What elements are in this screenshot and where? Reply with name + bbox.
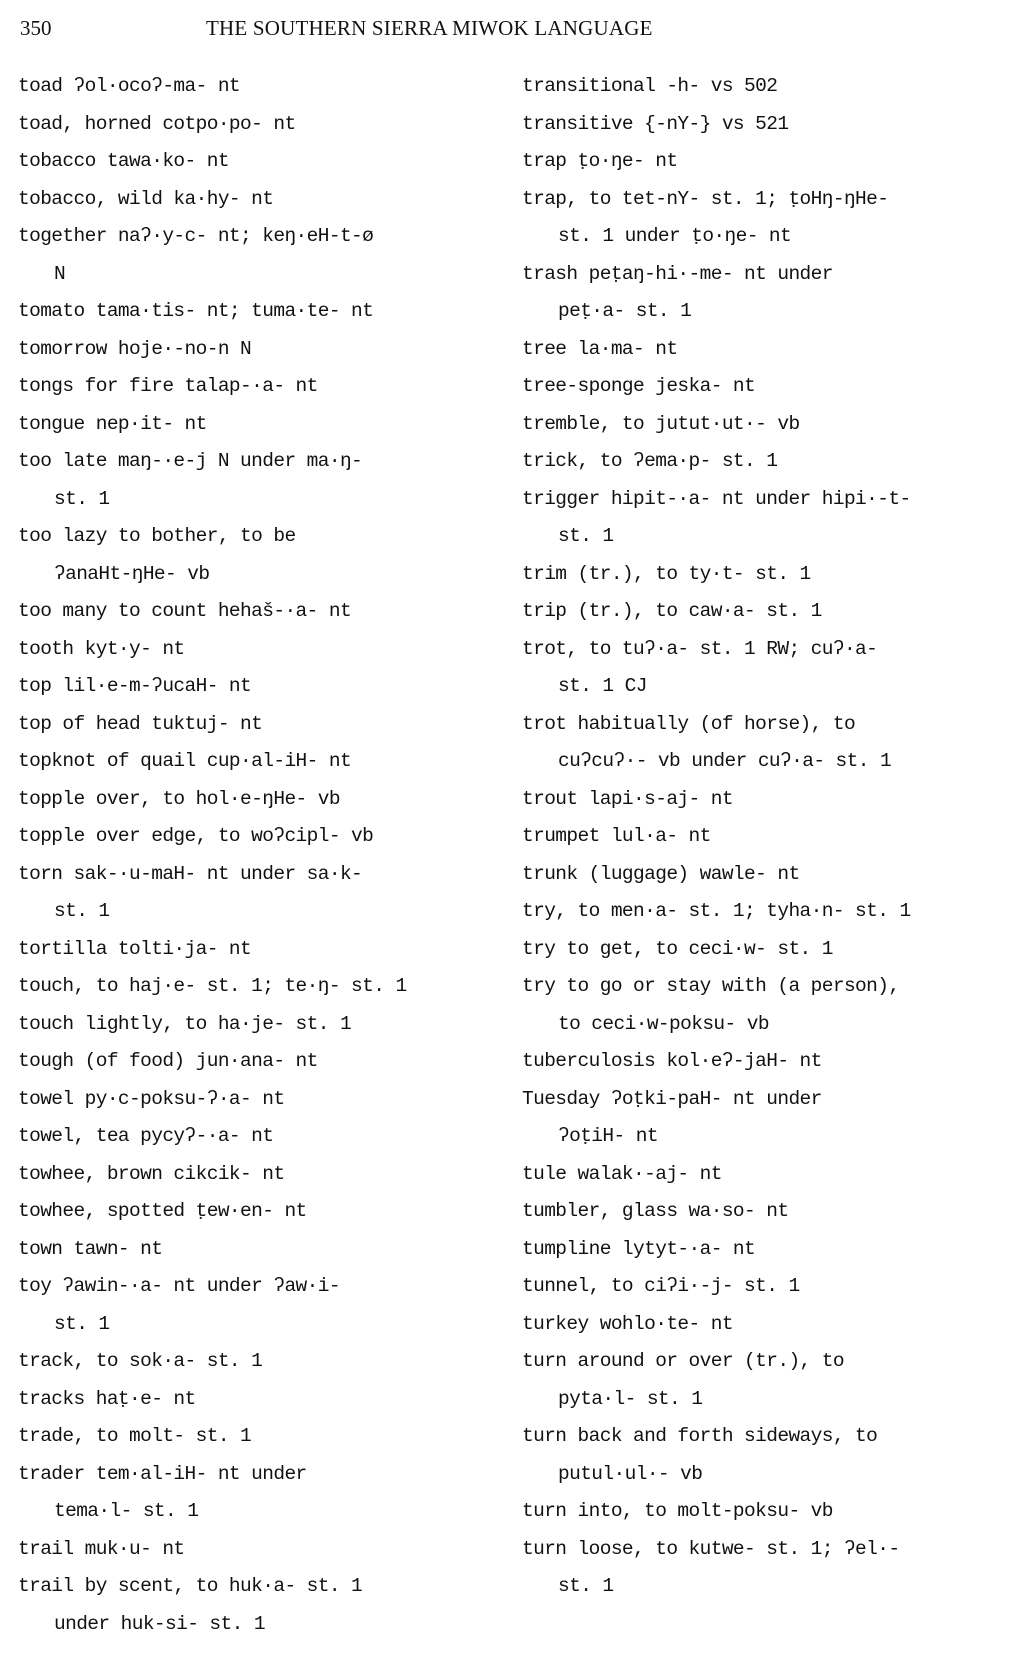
entry-line: top lil·e-m-ʔucaH- nt [18,675,252,697]
entry-continuation-line: tema·l- st. 1 [54,1500,199,1522]
entry-line: tremble, to jutut·ut·- vb [522,412,800,435]
entry-line: turn into, to molt-poksu- vb [522,1500,833,1522]
entry-line: track, to sok·a- st. 1 [18,1350,263,1372]
entry-line: towhee, brown cikcik- nt [18,1162,285,1185]
entry-line: trigger hipit-·a- nt under hipi·-t- [522,487,911,510]
entry-line: tomato tama·tis- nt; tuma·te- nt [18,300,374,322]
right-column [522,68,997,1606]
page-title: THE SOUTHERN SIERRA MIWOK LANGUAGE [206,16,653,40]
entry-line: together naʔ·y-c- nt; keŋ·eH-t-ø [18,225,374,247]
entry-line: topple over edge, to woʔcipl- vb [18,825,374,847]
entry-line: torn sak-·u-maH- nt under sa·k- [18,862,363,885]
entry-line: trot habitually (of horse), to [522,712,856,735]
entry-line: try to go or stay with (a person), [522,975,900,997]
entry-line: topknot of quail cup·al-iH- nt [18,750,352,772]
entry-line: trumpet lul·a- nt [522,825,711,847]
entry-line: tracks haṭ·e- nt [18,1387,196,1410]
entry-line: trick, to ʔema·p- st. 1 [522,450,778,472]
entry-line: too late maŋ-·e-j N under ma·ŋ- [18,450,363,472]
entry-line: too many to count hehaš-·a- nt [18,600,352,622]
entry-line: trash peṭaŋ-hi·-me- nt under [522,262,833,285]
entry-continuation-line: cuʔcuʔ·- vb under cuʔ·a- st. 1 [558,750,892,772]
entry-continuation-line: st. 1 [54,487,110,510]
entry-line: turkey wohlo·te- nt [522,1312,733,1335]
entry-line: town tawn- nt [18,1237,163,1260]
entry-line: trim (tr.), to ty·t- st. 1 [522,562,811,585]
entry-line: tongs for fire talap-·a- nt [18,375,318,397]
entry-line: touch lightly, to ha·je- st. 1 [18,1012,352,1035]
entry-line: trail muk·u- nt [18,1537,185,1560]
entry-line: tuberculosis kol·eʔ-jaH- nt [522,1050,822,1072]
entry-line: trade, to molt- st. 1 [18,1425,252,1447]
page-number: 350 [20,16,52,40]
entry-continuation-line: putul·ul·- vb [558,1462,703,1485]
entry-continuation-line: st. 1 [558,525,614,547]
entry-line: turn back and forth sideways, to [522,1425,878,1447]
entry-line: trail by scent, to huk·a- st. 1 [18,1575,363,1597]
entry-line: toad ʔol·ocoʔ-ma- nt [18,75,241,97]
entry-continuation-line: N [54,262,66,285]
entry-continuation-line: st. 1 under ṭo·ŋe- nt [558,225,792,247]
entry-line: toad, horned cotpo·po- nt [18,112,296,135]
left-column [18,68,488,1643]
entry-line: trap, to tet-nY- st. 1; ṭoHŋ-ŋHe- [522,187,889,210]
entry-line: tree la·ma- nt [522,337,678,360]
entry-line: towel, tea pycyʔ-·a- nt [18,1125,274,1147]
entry-line: trip (tr.), to caw·a- st. 1 [522,600,822,622]
entry-line: too lazy to bother, to be [18,525,296,547]
entry-line: towel py·c-poksu-ʔ·a- nt [18,1087,285,1110]
entry-line: tomorrow hoje·-no-n N [18,337,252,360]
entry-line: tough (of food) jun·ana- nt [18,1050,318,1072]
entry-continuation-line: st. 1 [54,900,110,922]
entry-line: tongue nep·it- nt [18,412,207,435]
entry-continuation-line: ʔanaHt-ŋHe- vb [54,562,210,585]
entry-line: try, to men·a- st. 1; tyha·n- st. 1 [522,900,911,922]
entry-line: try to get, to ceci·w- st. 1 [522,937,833,960]
entry-line: tobacco tawa·ko- nt [18,150,229,172]
entry-line: trader tem·al-iH- nt under [18,1462,307,1485]
entry-line: tule walak·-aj- nt [522,1162,722,1185]
entry-line: trot, to tuʔ·a- st. 1 RW; cuʔ·a- [522,637,878,660]
entry-continuation-line: under huk-si- st. 1 [54,1612,265,1635]
entry-line: Tuesday ʔoṭki-paH- nt under [522,1087,822,1110]
entry-line: turn around or over (tr.), to [522,1350,844,1372]
entry-line: toy ʔawin-·a- nt under ʔaw·i- [18,1275,340,1297]
entry-line: transitional -h- vs 502 [522,75,778,97]
entry-line: topple over, to hol·e-ŋHe- vb [18,787,340,810]
entry-line: transitive {-nY-} vs 521 [522,112,789,135]
entry-line: tortilla tolti·ja- nt [18,937,252,960]
entry-continuation-line: to ceci·w-poksu- vb [558,1012,769,1035]
entry-continuation-line: st. 1 CJ [558,675,647,697]
entry-line: towhee, spotted ṭew·en- nt [18,1200,307,1222]
entry-line: top of head tuktuj- nt [18,712,263,735]
entry-line: tobacco, wild ka·hy- nt [18,187,274,210]
entry-continuation-line: peṭ·a- st. 1 [558,300,692,322]
entry-continuation-line: st. 1 [558,1575,614,1597]
entry-line: trap ṭo·ŋe- nt [522,150,678,172]
entry-line: trout lapi·s-aj- nt [522,787,733,810]
entry-line: tooth kyt·y- nt [18,637,185,660]
entry-line: turn loose, to kutwe- st. 1; ʔel·- [522,1537,900,1560]
entry-continuation-line: st. 1 [54,1312,110,1335]
entry-line: trunk (luggage) wawle- nt [522,862,800,885]
entry-line: tumpline lytyt-·a- nt [522,1237,756,1260]
entry-continuation-line: pyta·l- st. 1 [558,1387,703,1410]
entry-line: touch, to haj·e- st. 1; te·ŋ- st. 1 [18,975,407,997]
entry-line: tumbler, glass wa·so- nt [522,1200,789,1222]
running-head [20,16,992,44]
entry-line: tunnel, to ciʔi·-j- st. 1 [522,1275,800,1297]
entry-continuation-line: ʔoṭiH- nt [558,1125,658,1147]
entry-line: tree-sponge jeska- nt [522,375,756,397]
